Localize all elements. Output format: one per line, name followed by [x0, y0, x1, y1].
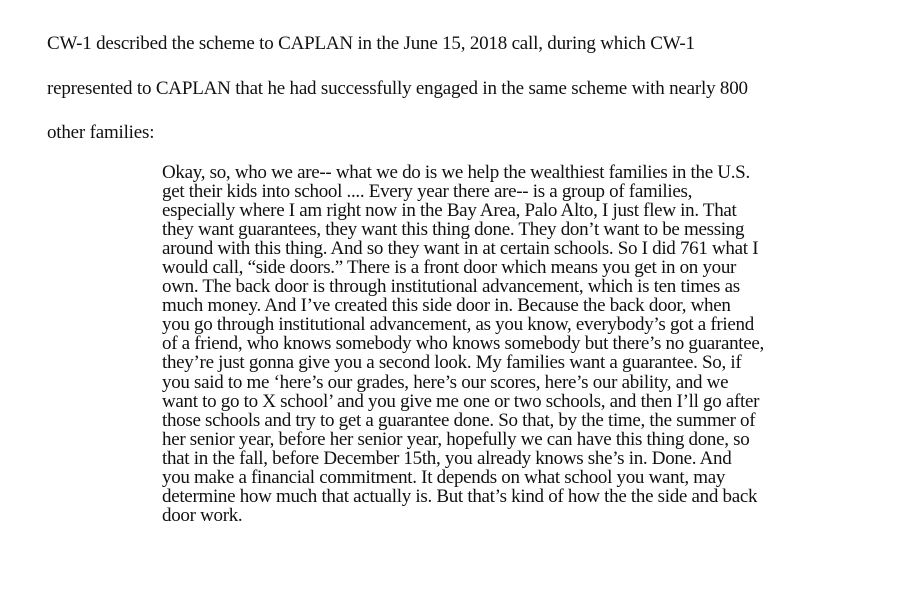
quote-line: that in the fall, before December 15th, you already knows she’s in. Done. And: [162, 447, 732, 469]
quote-line: around with this thing. And so they want in at certain schools. So I did 761 what I: [162, 238, 759, 260]
intro-line-2: represented to CAPLAN that he had successfully engaged in the same scheme with nearly 800: [47, 78, 748, 99]
block-quote: [162, 163, 862, 525]
quote-line: determine how much that actually is. But that’s kind of how the the side and back: [162, 485, 758, 507]
quote-line: own. The back door is through institutional advancement, which is ten times as: [162, 276, 740, 298]
quote-line: want to go to X school’ and you give me one or two schools, and then I’ll go after: [162, 390, 760, 412]
intro-line-3: other families:: [47, 122, 155, 143]
quote-line: you go through institutional advancement, as you know, everybody’s got a friend: [162, 314, 754, 336]
quote-line: would call, “side doors.” There is a front door which means you get in on your: [162, 257, 737, 279]
quote-line: of a friend, who knows somebody who knows somebody but there’s no guarantee,: [162, 333, 764, 355]
quote-line: her senior year, before her senior year, hopefully we can have this thing done, so: [162, 428, 750, 450]
quote-line: Okay, so, who we are-- what we do is we help the wealthiest families in the U.S.: [162, 162, 750, 183]
quote-line: you make a financial commitment. It depends on what school you want, may: [162, 466, 726, 488]
intro-line-1: CW-1 described the scheme to CAPLAN in the June 15, 2018 call, during which CW-1: [47, 33, 695, 54]
quote-line: get their kids into school .... Every year there are-- is a group of families,: [162, 181, 693, 203]
quote-line: especially where I am right now in the Bay Area, Palo Alto, I just flew in. That: [162, 200, 737, 222]
quote-line: door work.: [162, 504, 243, 526]
quote-line: you said to me ‘here’s our grades, here’s our scores, here’s our ability, and we: [162, 371, 729, 393]
quote-line: those schools and try to get a guarantee done. So that, by the time, the summer of: [162, 409, 756, 431]
quote-line: they’re just gonna give you a second look. My families want a guarantee. So, if: [162, 352, 742, 374]
quote-line: they want guarantees, they want this thing done. They don’t want to be messing: [162, 219, 745, 241]
quote-line: much money. And I’ve created this side door in. Because the back door, when: [162, 295, 731, 317]
